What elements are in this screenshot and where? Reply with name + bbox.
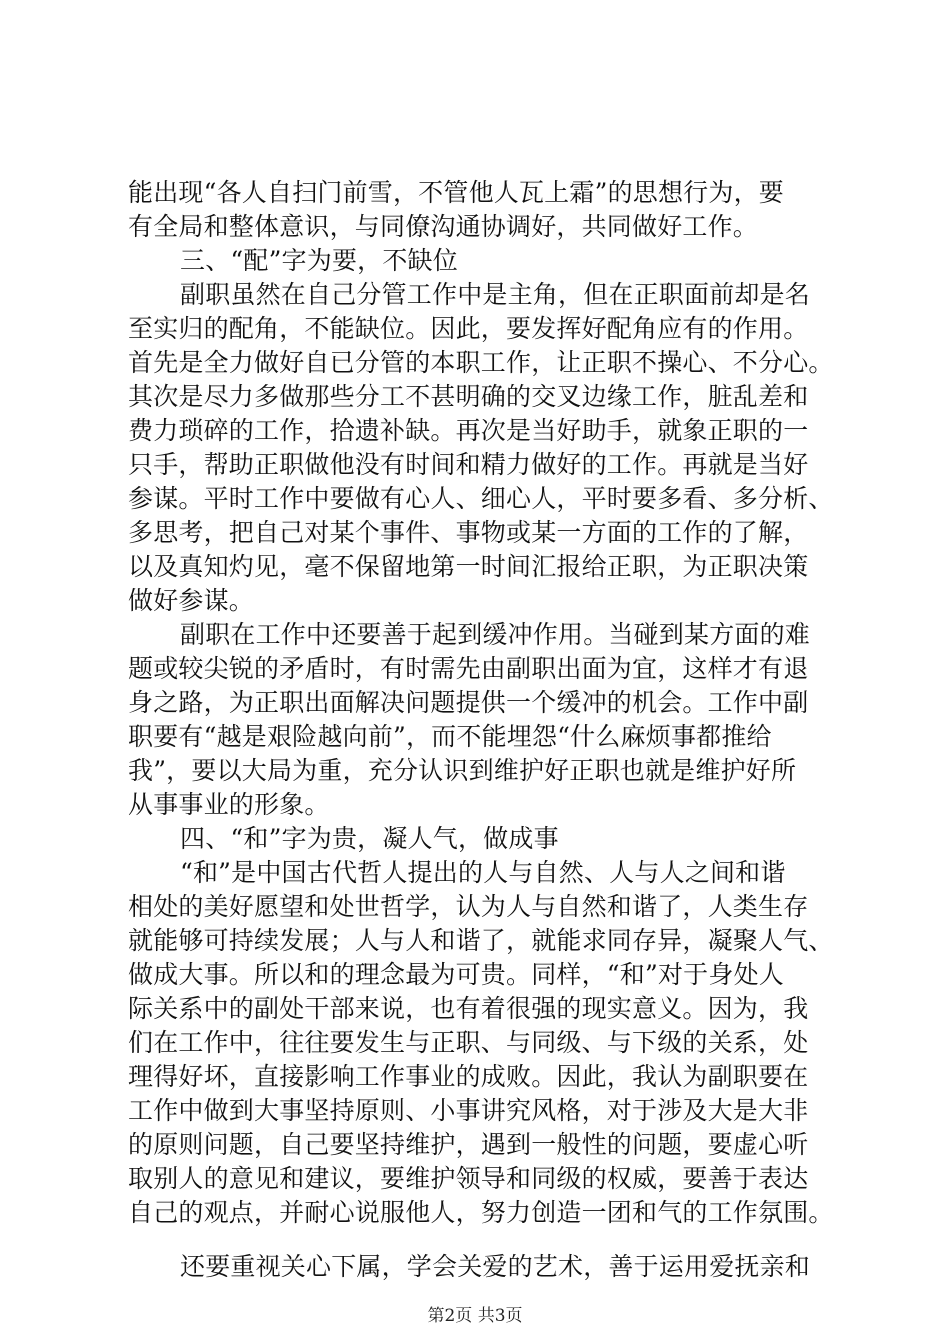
text-line: 只手，帮助正职做他没有时间和精力做好的工作。再就是当好	[128, 450, 809, 479]
text-line: 理得好坏，直接影响工作事业的成败。因此，我认为副职要在	[128, 1062, 809, 1091]
text-line: 自己的观点，并耐心说服他人，努力创造一团和气的工作氛围。	[128, 1198, 834, 1227]
text-line: 题或较尖锐的矛盾时，有时需先由副职出面为宜，这样才有退	[128, 654, 809, 683]
text-line: 有全局和整体意识，与同僚沟通协调好，共同做好工作。	[128, 212, 759, 241]
text-line: 做好参谋。	[128, 586, 255, 615]
paragraph-start: 副职在工作中还要善于起到缓冲作用。当碰到某方面的难	[180, 620, 811, 649]
text-line: 多思考，把自己对某个事件、事物或某一方面的工作的了解，	[128, 518, 809, 547]
text-line: 际关系中的副处干部来说，也有着很强的现实意义。因为，我	[128, 994, 809, 1023]
text-line: 从事事业的形象。	[128, 790, 330, 819]
text-line: 首先是全力做好自已分管的本职工作，让正职不操心、不分心。	[128, 348, 834, 377]
text-line: 至实归的配角，不能缺位。因此，要发挥好配角应有的作用。	[128, 314, 809, 343]
text-line: 其次是尽力多做那些分工不甚明确的交叉边缘工作，脏乱差和	[128, 382, 809, 411]
text-line: 就能够可持续发展；人与人和谐了，就能求同存异，凝聚人气、	[128, 926, 834, 955]
text-line: 我”，要以大局为重，充分认识到维护好正职也就是维护好所	[128, 756, 797, 785]
page-number-footer: 第2页 共3页	[427, 1306, 523, 1326]
text-line: 费力琐碎的工作，拾遗补缺。再次是当好助手，就象正职的一	[128, 416, 809, 445]
text-line: 工作中做到大事坚持原则、小事讲究风格，对于涉及大是大非	[128, 1096, 809, 1125]
paragraph-start: 还要重视关心下属，学会关爱的艺术，善于运用爱抚亲和	[180, 1252, 811, 1281]
text-line: 们在工作中，往往要发生与正职、与同级、与下级的关系，处	[128, 1028, 809, 1057]
section-heading: 四、“和”字为贵，凝人气，做成事	[180, 824, 559, 853]
text-line: 参谋。平时工作中要做有心人、细心人，平时要多看、多分析、	[128, 484, 834, 513]
text-line: 能出现“各人自扫门前雪，不管他人瓦上霜”的思想行为，要	[128, 178, 784, 207]
text-line: 身之路，为正职出面解决问题提供一个缓冲的机会。工作中副	[128, 688, 809, 717]
text-line: 的原则问题，自己要坚持维护，遇到一般性的问题，要虚心听	[128, 1130, 809, 1159]
text-line: 做成大事。所以和的理念最为可贵。同样，“和”对于身处人	[128, 960, 784, 989]
paragraph-start: 副职虽然在自己分管工作中是主角，但在正职面前却是名	[180, 280, 811, 309]
text-line: 以及真知灼见，毫不保留地第一时间汇报给正职，为正职决策	[128, 552, 809, 581]
text-line: 职要有“越是艰险越向前”，而不能埋怨“什么麻烦事都推给	[128, 722, 772, 751]
section-heading: 三、“配”字为要，不缺位	[180, 246, 458, 275]
paragraph-start: “和”是中国古代哲人提出的人与自然、人与人之间和谐	[180, 858, 786, 887]
text-line: 相处的美好愿望和处世哲学，认为人与自然和谐了，人类生存	[128, 892, 809, 921]
text-line: 取别人的意见和建议，要维护领导和同级的权威，要善于表达	[128, 1164, 809, 1193]
